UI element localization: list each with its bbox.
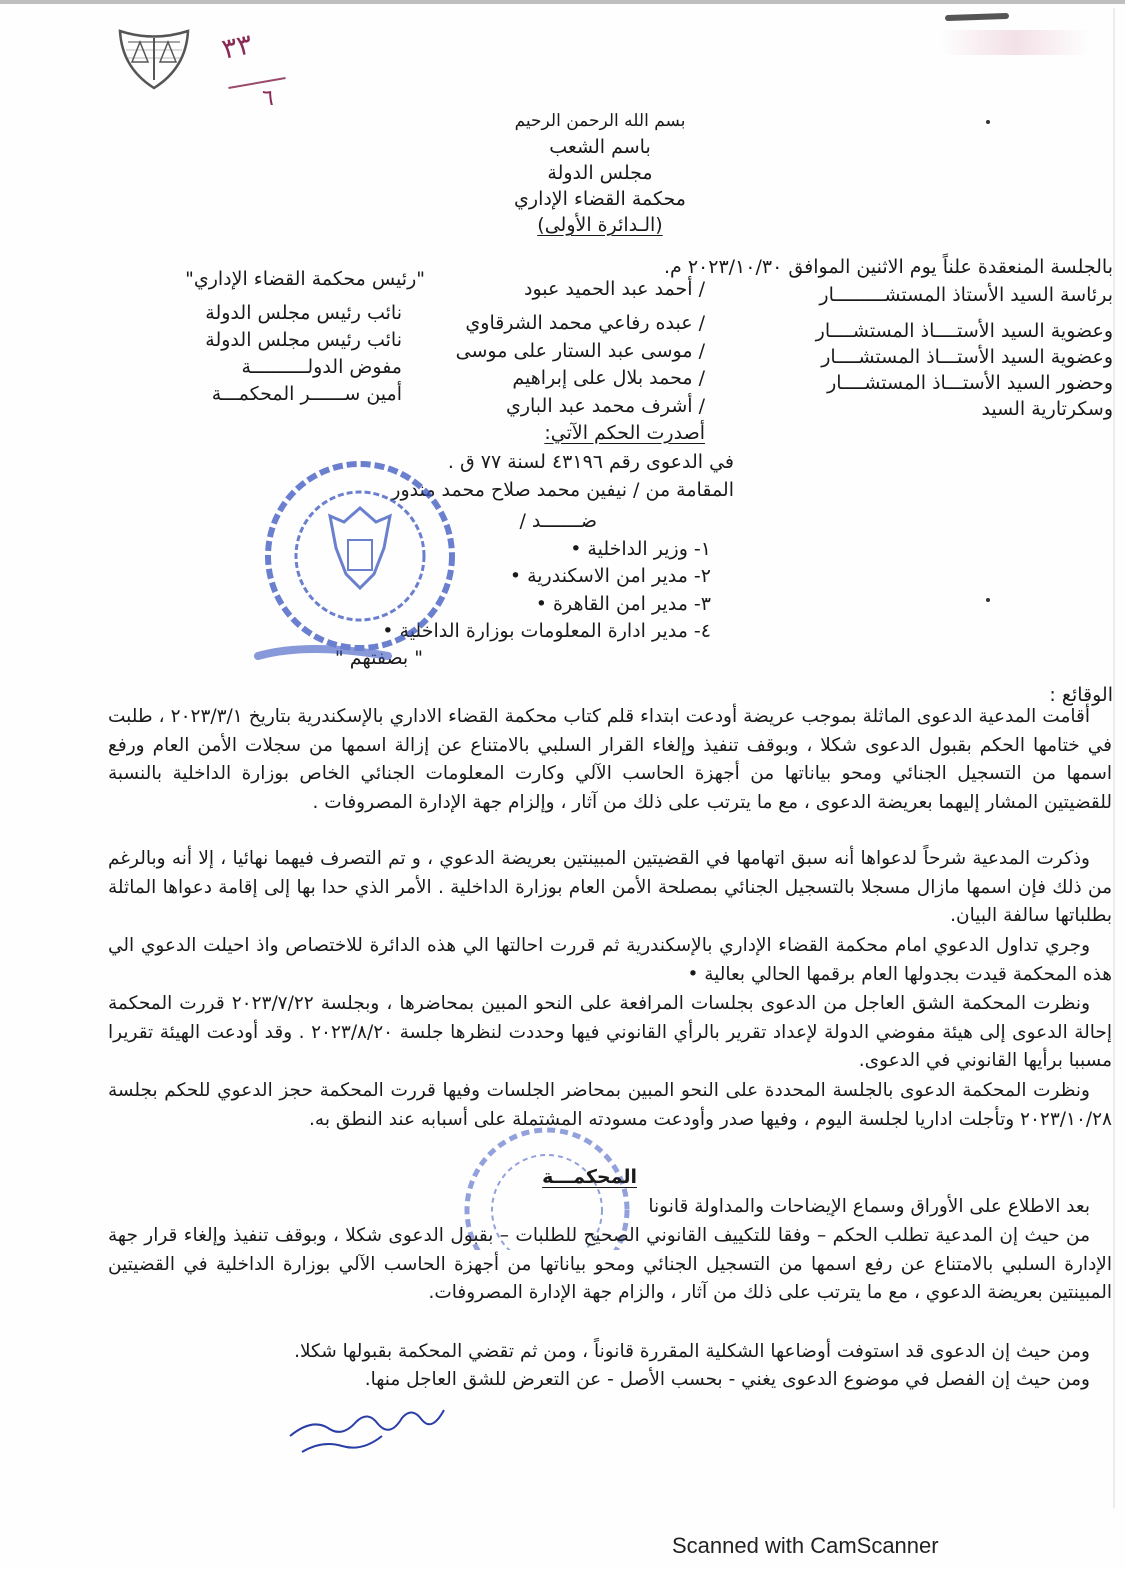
scan-smudge xyxy=(940,30,1090,55)
court-seal-stamp-icon xyxy=(248,456,468,666)
facts-paragraph: وجري تداول الدعوي امام محكمة القضاء الإداري بالإسكندرية ثم قررت احالتها الي هذه الدائرة للاختصاص واذ احيلت الدعوي الي هذه المحكمة قيدت بجدولها العام برقمها الحالي بعالية • xyxy=(108,935,1112,985)
facts-paragraph: وذكرت المدعية شرحاً لدعواها أنه سبق اتهامها في القضيتين المبينتين بعريضة الدعوي ، و تم التصرف فيهما نهائيا ، إلا أنه وبالرغم من ذلك فإن اسمها مازال مسجلا بالتسجيل الجنائي بمصلحة الأمن العام بوزارة الداخلية . الأمر الذي حدا بها إلى إقامة دعواها الماثلة بطلباتها سالفة البيان. xyxy=(108,848,1112,926)
in-name-of-people: باسم الشعب xyxy=(549,136,651,158)
facts-heading: الوقائع : xyxy=(1049,684,1113,706)
circuit-name: (الـدائرة الأولى) xyxy=(537,214,663,236)
facts-paragraph: أقامت المدعية الدعوى الماثلة بموجب عريضة أودعت ابتداء قلم كتاب محكمة القضاء الاداري بالإسكندرية بتاريخ ٢٠٢٣/٣/١ ، طلبت في ختامها الحكم بقبول الدعوى شكلا ، وبوقف تنفيذ وإلغاء القرار السلبي بالامتناع عن إزالة اسمها من سجلات الأمن العام ورفع اسمها من التسجيل الجنائي ومحو بياناتها من أجهزة الحاسب الآلي وكارت المعلومات الجنائي الخاص بوزارة الداخلية بالنسبة للقضيتين المشار إليهما بعريضة الدعوى ، مع ما يترتب على ذلك من آثار ، وإلزام جهة الإدارة المصروفات . xyxy=(108,706,1112,813)
defendant-item: ٣- مدير امن القاهرة • xyxy=(535,593,711,615)
member-title: نائب رئيس مجلس الدولة xyxy=(205,329,402,351)
member-title: "رئيس محكمة القضاء الإداري" xyxy=(185,268,425,290)
court-paragraph: ومن حيث إن الفصل في موضوع الدعوى يغني - بحسب الأصل - عن التعرض للشق العاجل منها. xyxy=(364,1369,1090,1390)
member-name: / أحمد عبد الحميد عبود xyxy=(524,278,705,300)
member-role: وعضوية السيد الأستـــاذ المستشــــار xyxy=(821,346,1113,368)
council-name: مجلس الدولة xyxy=(547,162,653,184)
folio-number: ٣٣ xyxy=(218,27,256,66)
camscanner-watermark: Scanned with CamScanner xyxy=(672,1533,939,1558)
ink-dot xyxy=(986,598,990,602)
defendant-item: ٤- مدير ادارة المعلومات بوزارة الداخلية • xyxy=(382,620,711,642)
plaintiff: المقامة من / نيفين محمد صلاح محمد مندور xyxy=(391,479,734,501)
scan-top-border xyxy=(0,0,1125,4)
member-role: وعضوية السيد الأستــــاذ المستشــــار xyxy=(815,320,1113,342)
facts-paragraph: ونظرت المحكمة الشق العاجل من الدعوى بجلسات المرافعة على النحو المبين بمحاضرها ، وبجلسة ٢٠٢٣/٧/٢٢ قررت المحكمة إحالة الدعوى إلى هيئة مفوضي الدولة لإعداد تقرير بالرأي القانوني فيها وحددت لنظرها جلسة ٢٠٢٣/٨/٢٠ . وقد أودعت الهيئة تقريرا مسببا برأيها القانوني في الدعوى. xyxy=(108,993,1112,1071)
member-title: أمين ســــــر المحكمـــة xyxy=(211,383,402,405)
signature-icon xyxy=(282,1400,452,1460)
member-name: / أشرف محمد عبد الباري xyxy=(505,395,705,417)
scan-right-edge xyxy=(1113,8,1115,1508)
in-their-capacity: " بصفتهم " xyxy=(334,647,423,669)
member-title: مفوض الدولــــــــــة xyxy=(241,356,402,378)
court-header xyxy=(380,108,820,238)
session-intro: بالجلسة المنعقدة علناً يوم الاثنين الموافق ٢٠٢٣/١٠/٣٠ م. xyxy=(663,256,1113,278)
folio-divider xyxy=(228,77,285,89)
court-paragraph: من حيث إن المدعية تطلب الحكم – وفقا للتكييف القانوني الصحيح للطلبات – بقبول الدعوى شكلا ، وبوقف تنفيذ وإلغاء قرار جهة الإدارة السلبي بالامتناع عن رفع اسمها من التسجيل الجنائي ومحو بياناتها من أجهزة الحاسب الآلي بوزارة الداخلية في القضيتين المبينتين بعريضة الدعوي ، مع ما يترتب على ذلك من آثار ، والزام جهة الإدارة المصروفات. xyxy=(108,1225,1112,1303)
member-name: / محمد بلال على إبراهيم xyxy=(512,367,705,389)
member-role: برئاسة السيد الأستاذ المستشـــــــــار xyxy=(819,284,1113,306)
basmala: بسم الله الرحمن الرحيم xyxy=(514,111,686,131)
court-paragraph: ومن حيث إن الدعوى قد استوفت أوضاعها الشكلية المقررة قانوناً ، ومن ثم تقضي المحكمة بقبولها شكلا. xyxy=(294,1341,1090,1362)
scales-of-justice-emblem-icon xyxy=(118,28,190,90)
judgment-issued-heading: أصدرت الحكم الآتي: xyxy=(544,422,705,444)
defendant-item: ٢- مدير امن الاسكندرية • xyxy=(509,565,711,587)
member-name: / موسى عبد الستار على موسى xyxy=(455,340,705,362)
ink-mark xyxy=(945,13,1009,21)
member-role: وسكرتارية السيد xyxy=(981,398,1113,420)
case-number: في الدعوى رقم ٤٣١٩٦ لسنة ٧٧ ق . xyxy=(447,451,734,473)
member-title: نائب رئيس مجلس الدولة xyxy=(205,302,402,324)
defendant-item: ١- وزير الداخلية • xyxy=(570,538,711,560)
folio-sub-number: ٦ xyxy=(262,86,274,111)
ink-dot xyxy=(986,120,990,124)
against-label: ضـــــــد / xyxy=(519,510,597,532)
member-role: وحضور السيد الأستـــاذ المستشــــار xyxy=(827,372,1113,394)
facts-paragraph: ونظرت المحكمة الدعوى بالجلسة المحددة على النحو المبين بمحاضر الجلسات وفيها قررت المحكمة حجز الدعوي للحكم بجلسة ٢٠٢٣/١٠/٢٨ وتأجلت اداريا لجلسة اليوم ، وفيها صدر وأودعت مسودته المشتملة على أسبابه عند النطق به. xyxy=(108,1080,1112,1130)
court-name: محكمة القضاء الإداري xyxy=(514,188,686,210)
court-paragraph: بعد الاطلاع على الأوراق وسماع الإيضاحات والمداولة قانونا xyxy=(648,1196,1090,1217)
member-name: / عبده رفاعي محمد الشرقاوي xyxy=(465,312,705,334)
court-heading: المحكمـــة xyxy=(542,1166,637,1188)
